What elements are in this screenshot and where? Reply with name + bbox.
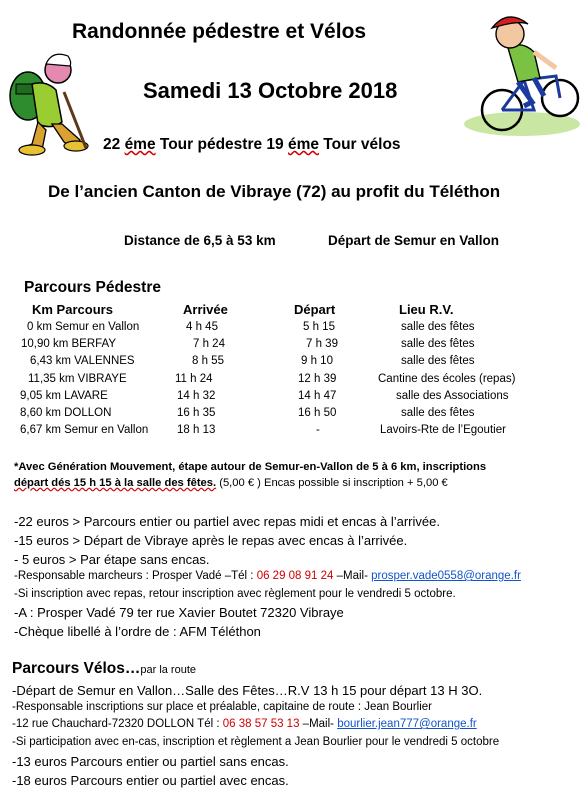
note-line-1: *Avec Génération Mouvement, étape autour de Semur-en-Vallon de 5 à 6 km, inscriptions [14,461,487,473]
row-km: 8,60 km DOLLON [20,407,112,419]
row-km: 6,43 km VALENNES [30,355,135,367]
col-header-departure: Départ [294,302,336,317]
resp-label: -Responsable marcheurs : Prosper Vadé –Tél : [14,570,257,582]
velos-mail-label: –Mail- [299,718,338,730]
row-departure: 7 h 39 [306,338,338,350]
row-arrival: 18 h 13 [177,424,216,436]
generation-mouvement-note [14,459,486,491]
cheque-line: -Chèque libellé à l’ordre de : AFM Téléthon [14,624,261,639]
price-line: -15 euros > Départ de Vibraye après le repas avec encas à l’arrivée. [14,533,408,548]
tour-line-part: Tour vélos [319,136,401,153]
velos-title: Parcours Vélos… [12,660,141,677]
distance-text: Distance de 6,5 à 53 km [124,233,276,248]
hiker-illustration [2,44,98,156]
velos-contact-line [12,718,477,730]
resp-email-link[interactable]: prosper.vade0558@orange.fr [371,570,521,582]
tour-line-part: Tour pédestre 19 [155,136,288,153]
row-departure: 12 h 39 [298,373,337,385]
col-header-place: Lieu R.V. [399,302,454,317]
row-km: 9,05 km LAVARE [20,390,108,402]
canton-line: De l’ancien Canton de Vibraye (72) au profit du Téléthon [48,182,501,201]
row-departure: 5 h 15 [303,321,335,333]
velos-section-title [12,660,196,678]
row-km: 11,35 km VIBRAYE [28,373,127,385]
note-line-2 [14,475,486,491]
row-km: 6,67 km Semur en Vallon [20,424,149,436]
velos-price-line: -13 euros Parcours entier ou partiel sans encas. [12,754,289,769]
col-header-arrival: Arrivée [183,302,228,317]
row-arrival: 4 h 45 [186,321,218,333]
row-place: Lavoirs-Rte de l’Egoutier [380,424,506,436]
velos-contact-label: -12 rue Chauchard-72320 DOLLON Tél : [12,718,223,730]
row-departure: 16 h 50 [298,407,337,419]
tour-line-eme: éme [124,136,156,153]
velos-participation-line: -Si participation avec en-cas, inscription et règlement a Jean Bourlier pour le vendredi 5 octobre [12,736,500,748]
resp-phone: 06 29 08 91 24 [256,570,334,582]
velos-phone: 06 38 57 53 13 [222,718,300,730]
velos-depart-line: -Départ de Semur en Vallon…Salle des Fêtes…R.V 13 h 15 pour départ 13 H 3O. [12,683,483,698]
row-km: 10,90 km BERFAY [21,338,117,350]
row-departure: 9 h 10 [301,355,333,367]
velos-email-link[interactable]: bourlier.jean777@orange.fr [337,718,477,730]
row-place: salle des fêtes [401,355,475,367]
row-place: Cantine des écoles (repas) [378,373,516,385]
row-km: 0 km Semur en Vallon [27,321,140,333]
event-title: Randonnée pédestre et Vélos [72,20,367,43]
departure-text: Départ de Semur en Vallon [328,233,500,248]
velos-price-line: -18 euros Parcours entier ou partiel avec encas. [12,773,289,788]
address-line: -A : Prosper Vadé 79 ter rue Xavier Boutet 72320 Vibraye [14,605,344,620]
row-place: salle des fêtes [401,407,475,419]
row-arrival: 7 h 24 [193,338,225,350]
pedestre-section-title: Parcours Pédestre [24,279,161,296]
note-line-2-plain: (5,00 € ) Encas possible si inscription + 5,00 € [216,477,448,489]
inscription-line: -Si inscription avec repas, retour inscription avec règlement pour le vendredi 5 octobre. [14,588,456,600]
price-line: - 5 euros > Par étape sans encas. [14,552,210,567]
row-place: salle des fêtes [401,338,475,350]
row-place: salle des fêtes [401,321,475,333]
row-departure: 14 h 47 [298,390,337,402]
tour-line [103,136,401,154]
cyclist-illustration [462,6,584,140]
velos-resp-line: -Responsable inscriptions sur place et préalable, capitaine de route : Jean Bourlier [12,701,432,713]
resp-mail-label: –Mail- [333,570,372,582]
event-date: Samedi 13 Octobre 2018 [143,78,398,103]
price-line: -22 euros > Parcours entier ou partiel avec repas midi et encas à l’arrivée. [14,514,440,529]
col-header-km: Km Parcours [32,302,113,317]
tour-line-part: 22 [103,136,125,153]
resp-marcheurs-line [14,570,521,582]
note-line-2-bold: départ dés 15 h 15 à la salle des fêtes. [14,477,217,489]
row-arrival: 16 h 35 [177,407,216,419]
row-arrival: 11 h 24 [175,373,213,385]
row-arrival: 14 h 32 [177,390,216,402]
row-place: salle des Associations [396,390,509,402]
row-arrival: 8 h 55 [192,355,224,367]
velos-subtitle: par la route [140,664,197,676]
tour-line-eme: éme [287,136,319,153]
row-departure: - [316,424,320,436]
